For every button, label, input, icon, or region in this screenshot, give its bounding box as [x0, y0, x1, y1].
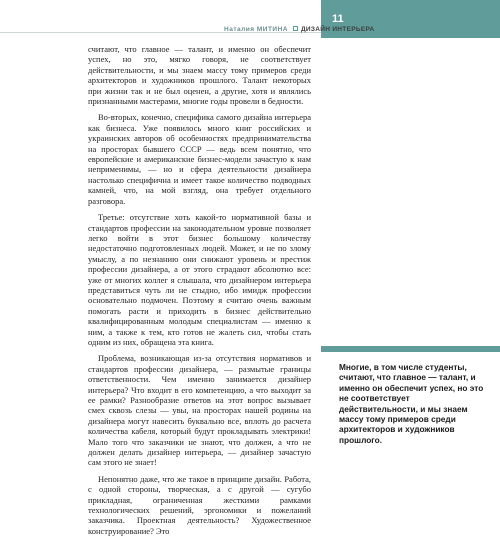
header-author: Наталия МИТИНА — [224, 26, 288, 33]
paragraph: Во-вторых, конечно, специфика самого дизайна интерьера как бизнеса. Уже появилось много книг российских и украинских авторов об особенностях предпринимательства на просторах бывшего СССР — ведь всем понятно, что европейские и американские бизнес-модели зачастую к нам неприменимы, — но и сфера деятельности дизайнера настолько специфична и имеет такое количество подводных камней, что, на мой взгляд, она требует отдельного разговора. — [88, 112, 311, 206]
paragraph: Непонятно даже, что же такое в принципе дизайн. Работа, с одной стороны, творческая, а с другой — сугубо прикладная, ограниченная жесткими рамками технологических решений, эргономики и пожеланий заказчика. Проектная деятельность? Художественное конструирование? Это — [88, 473, 311, 536]
paragraph: Третье: отсутствие хоть какой-то нормативной базы и стандартов профессии на законодательном уровне позволяет легко войти в этот бизнес большому количеству недостаточно подготовленных людей. Может, и не по злому умыслу, а по незнанию они снижают уровень и престиж профессии дизайнера, а от этого страдают абсолютно все: уже от многих коллег я слышала, что дизайнером интерьера представиться чуть ли не стыдно, ибо имидж профессии основательно подмочен. Поэтому я считаю очень важным помогать расти и приходить в бизнес действительно квалифицированным молодым специалистам — именно к ним, а также к тем, кто готов не жалеть сил, чтобы стать одним из них, обращена эта книга. — [88, 212, 311, 347]
header-section-title: ДИЗАЙН ИНТЕРЬЕРА — [301, 26, 375, 33]
paragraph: считают, что главное — талант, и именно он обеспечит успех, но это, мягко говоря, не соответствует действительности, и мы знаем массу тому примеров среди архитекторов и художников прошлого. Талант некоторых при жизни так и не был оценен, а другие, хотя и являлись признанными мастерами, многие годы провели в бедности. — [88, 44, 311, 107]
sidebar-accent-bar — [321, 346, 500, 352]
square-bullet-icon — [293, 26, 298, 31]
running-header — [0, 0, 500, 38]
paragraph: Проблема, возникающая из-за отсутствия нормативов и стандартов профессии дизайнера, — размытые границы ответственности. Чем именно занимается дизайнер интерьера? Что входит в его компетенцию, а что выходит за ее рамки? Разнообразие ответов на этот вопрос вызывает смех сквозь слезы — увы, на просторах нашей родины на дизайнера могут навесить буквально все, вплоть до расчета количества кабеля, который будут прокладывать электрики! Мало того что заказчики не знают, что должен, а что не должен делать дизайнер интерьера, — дизайнер зачастую сам этого не знает! — [88, 353, 311, 468]
body-text-column — [88, 44, 311, 542]
page-number: 11 — [332, 13, 344, 25]
pull-quote: Многие, в том числе студенты, считают, что главное — талант, и именно он обеспечит успех, но это не соответствует действительности, и мы знаем массу тому примеров среди архитекторов и художников прошлого. — [339, 362, 484, 445]
